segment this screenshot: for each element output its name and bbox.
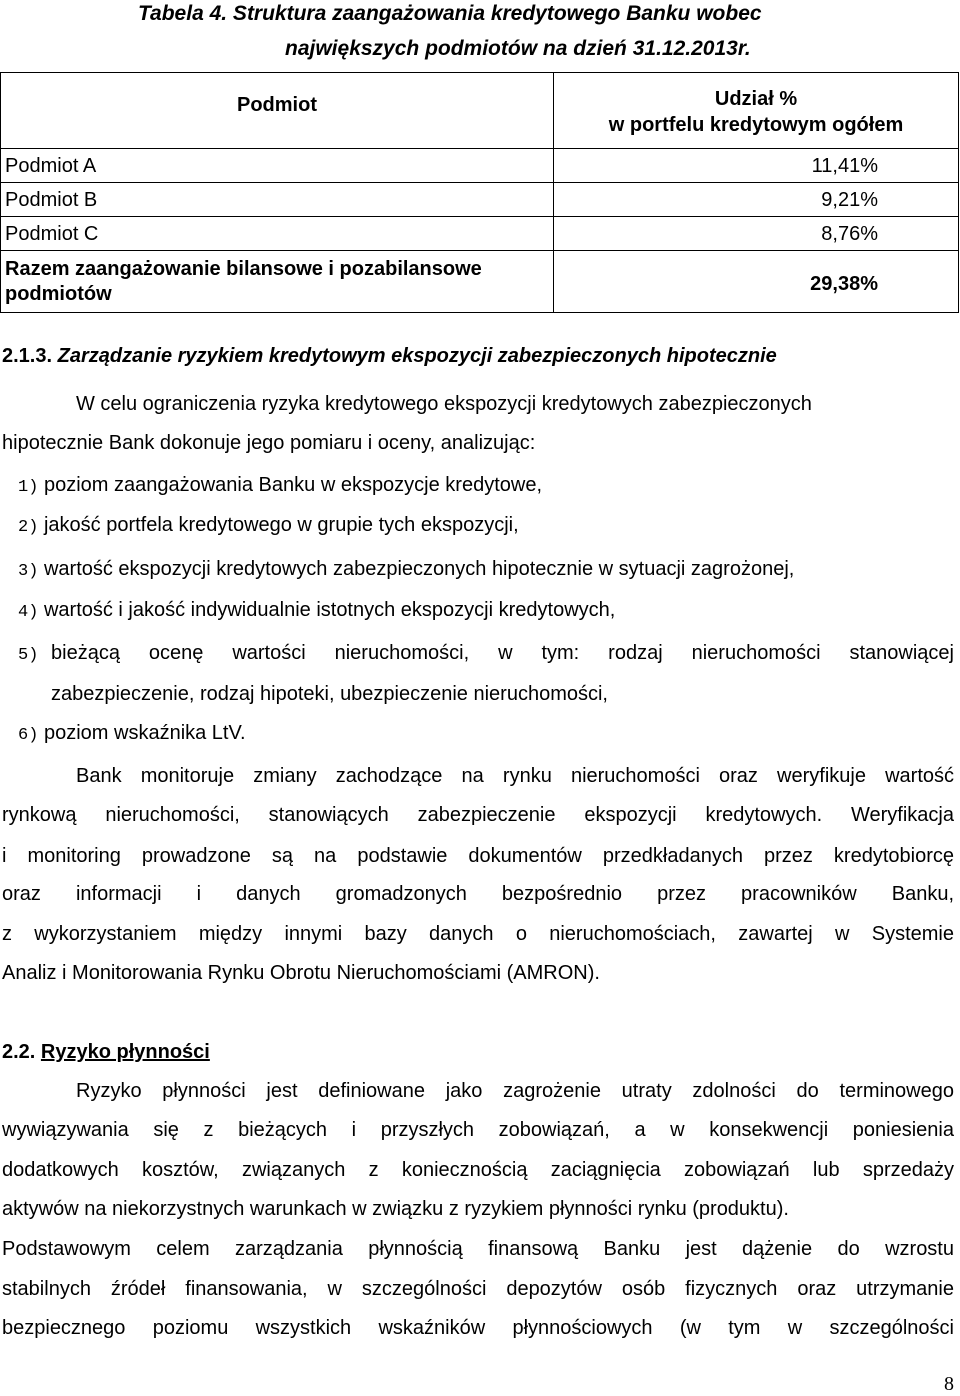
page-number: 8	[944, 1373, 954, 1395]
liquidity-para1-line-3: dodatkowych kosztów, związanych z koniecznością zaciągnięcia zobowiązań lub sprzedaży	[2, 1159, 954, 1181]
header-udzial-line-2: w portfelu kredytowym ogółem	[608, 113, 904, 136]
liquidity-para1-line-1: Ryzyko płynności jest definiowane jako zagrożenie utraty zdolności do terminowego	[76, 1080, 954, 1102]
list-text-5-cont: zabezpieczenie, rodzaj hipoteki, ubezpieczenie nieruchomości,	[51, 683, 608, 705]
table-caption-line-2: największych podmiotów na dzień 31.12.2013r.	[285, 37, 751, 60]
section-heading-2-2	[2, 1039, 210, 1065]
para2-line-4: oraz informacji i danych gromadzonych bezpośrednio przez pracowników Banku,	[2, 883, 954, 905]
list-number: 2)	[18, 518, 39, 537]
para2-line-3: i monitoring prowadzone są na podstawie dokumentów przedkładanych przez kredytobiorcę	[2, 845, 954, 867]
liquidity-para2-line-2: stabilnych źródeł finansowania, w szczególności depozytów osób fizycznych oraz utrzymanie	[2, 1278, 954, 1300]
list-number: 3)	[18, 562, 39, 581]
header-podmiot: Podmiot	[1, 73, 554, 149]
para2-line-5: z wykorzystaniem między innymi bazy danych o nieruchomościach, zawartej w Systemie	[2, 923, 954, 945]
list-number-5	[18, 640, 38, 669]
list-number: 4)	[18, 603, 39, 622]
list-text: jakość portfela kredytowego w grupie tych ekspozycji,	[43, 514, 519, 536]
row-value: 9,21%	[554, 183, 959, 217]
para2-line-2: rynkową nieruchomości, stanowiących zabezpieczenie ekspozycji kredytowych. Weryfikacja	[2, 804, 954, 826]
row-name: Podmiot A	[1, 149, 554, 183]
section-number: 2.1.3.	[2, 345, 53, 367]
total-name-line-2: podmiotów	[5, 282, 112, 305]
table-row	[1, 217, 959, 251]
list-text: wartość ekspozycji kredytowych zabezpieczonych hipotecznie w sytuacji zagrożonej,	[43, 558, 795, 580]
intro-line-2: hipotecznie Bank dokonuje jego pomiaru i oceny, analizując:	[2, 432, 536, 454]
liquidity-para2-line-3: bezpiecznego poziomu wszystkich wskaźników płynnościowych (w tym w szczególności	[2, 1317, 954, 1339]
table-total-row	[1, 251, 959, 313]
list-text-5: bieżącą ocenę wartości nieruchomości, w tym: rodzaj nieruchomości stanowiącej	[51, 642, 954, 664]
total-name-line-1: Razem zaangażowanie bilansowe i pozabilansowe	[5, 257, 482, 280]
header-udzial	[554, 73, 959, 149]
list-text: poziom zaangażowania Banku w ekspozycje kredytowe,	[43, 474, 543, 496]
para2-line-6: Analiz i Monitorowania Rynku Obrotu Nieruchomościami (AMRON).	[2, 962, 600, 984]
list-number: 1)	[18, 478, 39, 497]
section-title: Zarządzanie ryzykiem kredytowym ekspozycji zabezpieczonych hipotecznie	[57, 345, 777, 367]
total-name	[1, 251, 554, 313]
list-text: poziom wskaźnika LtV.	[43, 722, 246, 744]
row-name: Podmiot C	[1, 217, 554, 251]
list-item	[18, 597, 615, 626]
table-row	[1, 149, 959, 183]
header-udzial-line-1: Udział %	[714, 87, 798, 110]
liquidity-para1-line-2: wywiązywania się z bieżących i przyszłych zobowiązań, a w konsekwencji poniesienia	[2, 1119, 954, 1141]
list-text: wartość i jakość indywidualnie istotnych ekspozycji kredytowych,	[43, 599, 616, 621]
total-value: 29,38%	[554, 251, 959, 313]
list-item	[18, 556, 794, 585]
table-header-row	[1, 73, 959, 149]
row-value: 11,41%	[554, 149, 959, 183]
list-number: 5)	[18, 646, 39, 665]
list-item	[18, 720, 246, 749]
row-name: Podmiot B	[1, 183, 554, 217]
table-caption-line-1: Tabela 4. Struktura zaangażowania kredytowego Banku wobec	[138, 2, 762, 25]
intro-line-1: W celu ograniczenia ryzyka kredytowego ekspozycji kredytowych zabezpieczonych	[76, 393, 812, 415]
section-heading-2-1-3	[2, 343, 777, 369]
section-number: 2.2.	[2, 1041, 36, 1063]
para2-line-1: Bank monitoruje zmiany zachodzące na rynku nieruchomości oraz weryfikuje wartość	[76, 765, 954, 787]
section-title: Ryzyko płynności	[40, 1041, 210, 1063]
list-item	[18, 512, 519, 541]
list-item	[18, 472, 542, 501]
liquidity-para1-line-4: aktywów na niekorzystnych warunkach w związku z ryzykiem płynności rynku (produktu).	[2, 1198, 789, 1220]
list-number: 6)	[18, 726, 39, 745]
liquidity-para2-line-1: Podstawowym celem zarządzania płynnością finansową Banku jest dążenie do wzrostu	[2, 1238, 954, 1260]
row-value: 8,76%	[554, 217, 959, 251]
table-row	[1, 183, 959, 217]
exposure-table	[0, 72, 959, 313]
